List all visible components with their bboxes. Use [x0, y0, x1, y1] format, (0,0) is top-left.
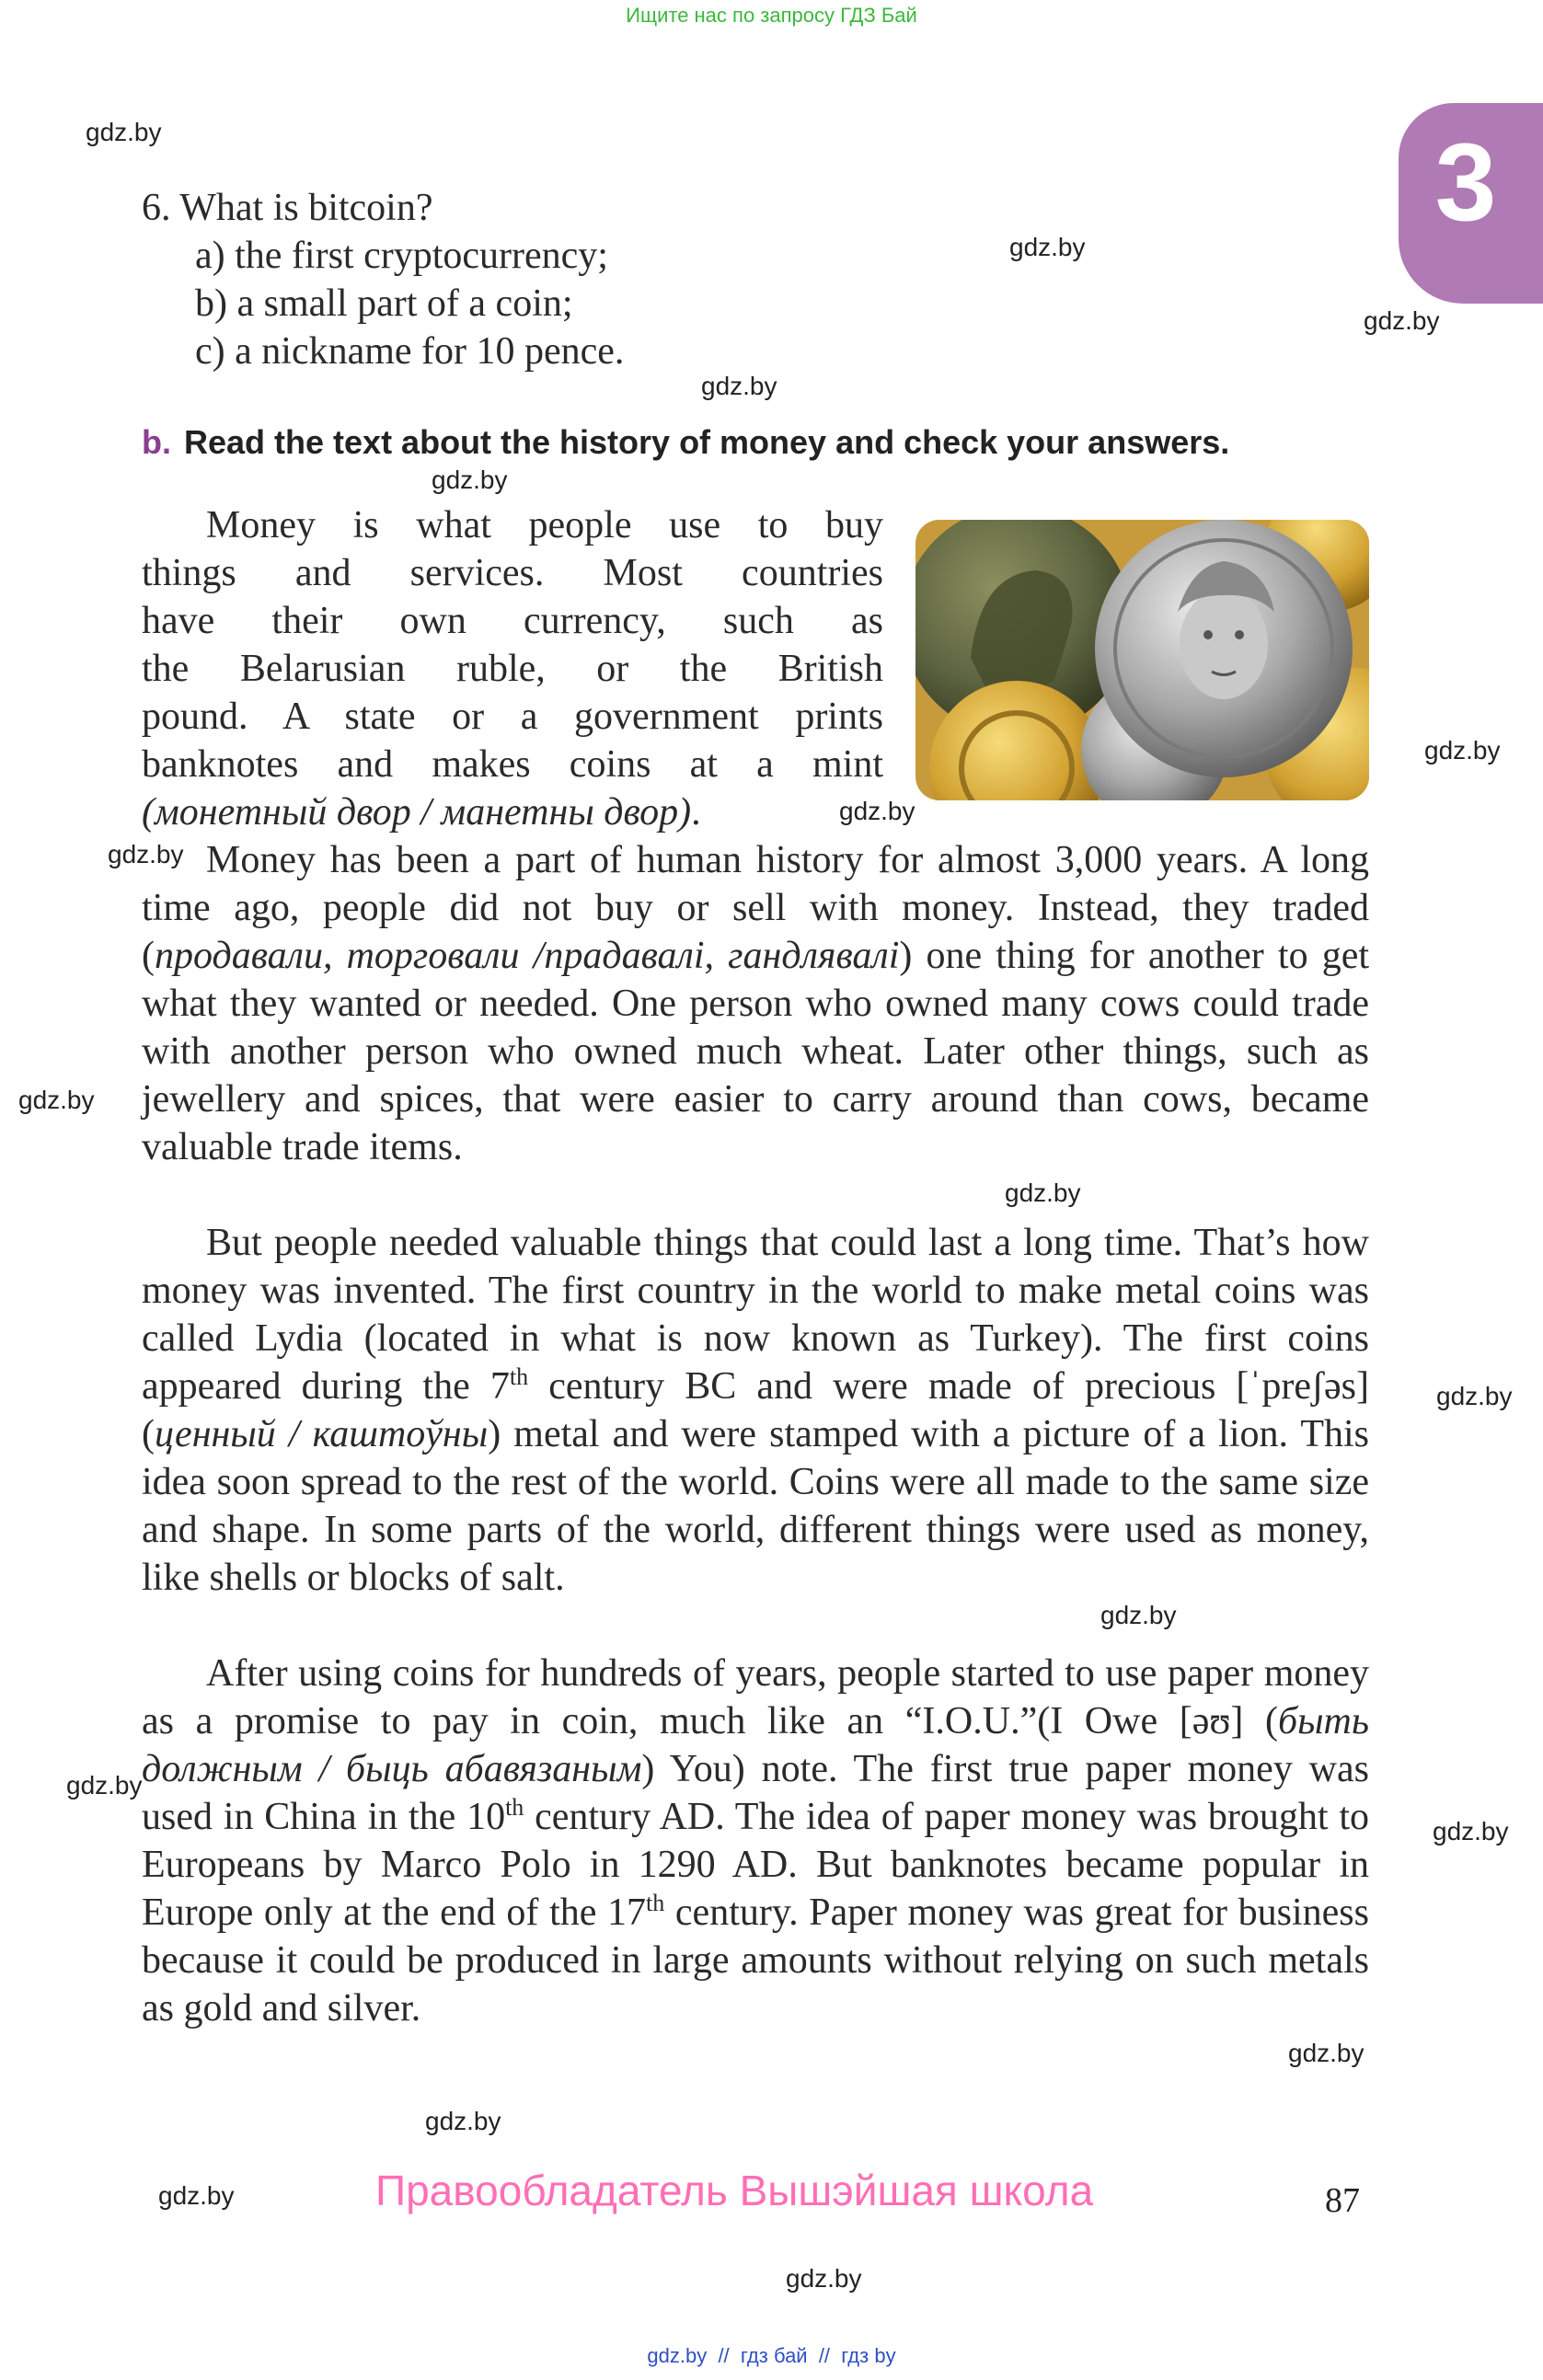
task-heading: [142, 423, 1375, 462]
watermark: gdz.by: [18, 1086, 95, 1114]
watermark: gdz.by: [701, 372, 777, 400]
p1-italic: (монетный двор / манетны двор): [142, 791, 692, 834]
p1-line: have their own currency, such as: [142, 600, 883, 642]
watermark: gdz.by: [1424, 736, 1501, 765]
watermark: gdz.by: [1433, 1817, 1509, 1845]
paragraph-1: Money is what people use to buy things and services. Most countries have their own currency, such as the Belarusian ruble, or the British pound. A state or a government prints banknotes and makes coins at a mint (монетный двор / манетны двор).: [142, 501, 883, 836]
p1-line: Money is what people use to buy: [206, 504, 883, 546]
watermark: gdz.by: [1009, 233, 1086, 261]
paragraph-2: Money has been a part of human history for almost 3,000 years. A long time ago, people did not buy or sell with money. Instead, they traded (продавали, торговали /прадавалі, гандлявалі) one thing for another to get what they wanted or needed. One person who owned many cows could trade with another person who owned much wheat. Later other things, such as jewellery and spices, that were easier to carry around than cows, became valuable trade items.: [142, 839, 1370, 1168]
paragraph-3: But people needed valuable things that could last a long time. That’s how money was invented. The first country in the world to make metal coins was called Lydia (located in what is now known as Turkey). The first coins appeared during the 7th century BC and were made of precious [ˈpreʃəs] (ценный / каштоўны) metal and were stamped with a picture of a lion. This idea soon spread to the rest of the world. Coins were all made to the same size and shape. In some parts of the world, different things were used as money, like shells or blocks of salt.: [142, 1222, 1370, 1599]
watermark: gdz.by: [786, 2264, 862, 2293]
page-number: 87: [1325, 2181, 1360, 2220]
p1-line: banknotes and makes coins at a mint: [142, 743, 883, 786]
coins-image: [915, 520, 1369, 800]
watermark: gdz.by: [425, 2107, 501, 2135]
p1-line: things and services. Most countries: [142, 552, 883, 594]
watermark: gdz.by: [1288, 2039, 1365, 2067]
option-c: c) a nickname for 10 pence.: [195, 330, 625, 373]
watermark: gdz.by: [839, 797, 915, 825]
watermark: gdz.by: [1364, 306, 1440, 335]
copyright-owner: Правообладатель Вышэйшая школа: [375, 2167, 1094, 2214]
top-banner: Ищите нас по запросу ГДЗ Бай: [626, 4, 917, 27]
watermark: gdz.by: [432, 466, 508, 494]
watermark: gdz.by: [108, 840, 184, 868]
question-stem: 6. What is bitcoin?: [142, 187, 433, 229]
p1-line: the Belarusian ruble, or the British: [142, 648, 883, 690]
watermark: gdz.by: [66, 1771, 143, 1799]
paragraph-4: After using coins for hundreds of years, people started to use paper money as a promise to pay in coin, much like an “I.O.U.”(I Owe [əʊ] (быть должным / быць абавязаным) You) note. The first true paper money was used in China in the 10th century AD. The idea of paper money was brought to Europeans by Marco Polo in 1290 AD. But banknotes became popular in Europe only at the end of the 17th century. Paper money was great for business because it could be produced in large amounts without relying on such metals as gold and silver.: [142, 1652, 1370, 2029]
task-letter: b.: [142, 423, 171, 461]
watermark: gdz.by: [1005, 1179, 1081, 1207]
option-b: b) a small part of a coin;: [195, 282, 573, 325]
option-a: a) the first cryptocurrency;: [195, 235, 608, 277]
watermark: gdz.by: [1436, 1382, 1513, 1410]
watermark: gdz.by: [158, 2181, 235, 2210]
watermark: gdz.by: [86, 118, 162, 146]
watermark: gdz.by: [1100, 1601, 1177, 1629]
chapter-number: 3: [1434, 121, 1497, 244]
p1-line: pound. A state or a government prints: [142, 696, 883, 738]
bottom-links[interactable]: gdz.by // гдз бай // гдз by: [647, 2344, 896, 2367]
task-text: Read the text about the history of money and check your answers.: [184, 423, 1230, 461]
